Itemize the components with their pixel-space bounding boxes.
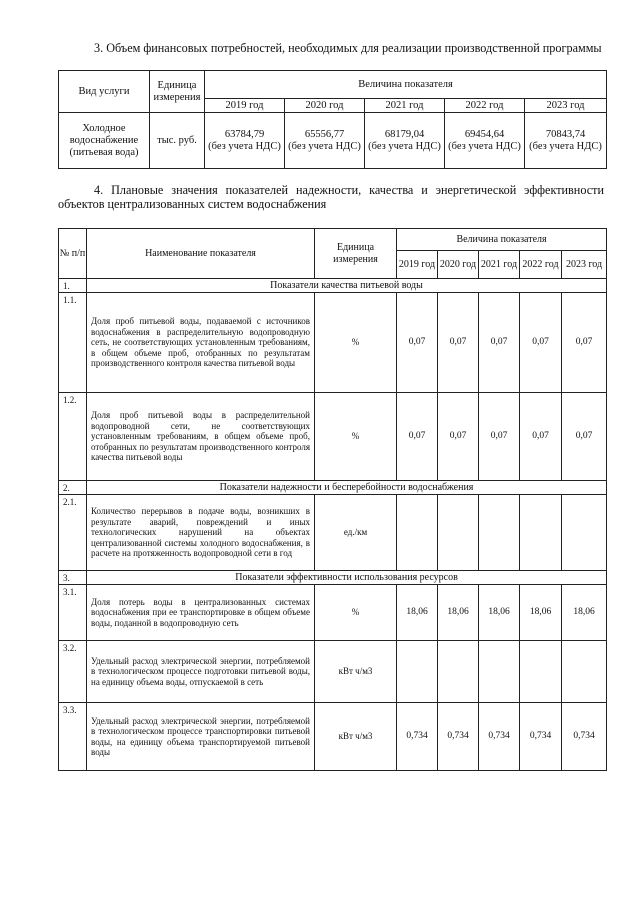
indicator-value: 18,06 bbox=[520, 585, 562, 641]
indicator-name: Доля проб питьевой воды, подаваемой с источников водоснабжения в распределительную водопроводную сеть, не соответствующих установленным требованиям, в общем объеме проб, отобранных по результатам производственного контроля качества питьевой воды bbox=[87, 293, 315, 393]
indicator-value: 0,07 bbox=[397, 293, 438, 393]
section-4-heading: 4. Плановые значения показателей надежности, качества и энергетической эффективности объектов централизованных систем водоснабжения bbox=[58, 183, 604, 211]
indicator-value: 0,07 bbox=[397, 393, 438, 481]
header-year: 2022 год bbox=[445, 99, 525, 113]
indicator-value: 18,06 bbox=[479, 585, 520, 641]
group-num: 1. bbox=[59, 279, 87, 293]
indicator-value: 18,06 bbox=[397, 585, 438, 641]
header-year: 2022 год bbox=[520, 251, 562, 279]
indicator-unit: % bbox=[315, 585, 397, 641]
header-unit: Единица измерения bbox=[150, 71, 205, 113]
indicator-value bbox=[397, 495, 438, 571]
indicator-value: 0,07 bbox=[479, 293, 520, 393]
value-cell: 65556,77 (без учета НДС) bbox=[285, 113, 365, 169]
value-cell: 70843,74 (без учета НДС) bbox=[525, 113, 607, 169]
indicator-value bbox=[438, 641, 479, 703]
header-name: Наименование показателя bbox=[87, 229, 315, 279]
indicator-unit: ед./км bbox=[315, 495, 397, 571]
indicator-name: Удельный расход электрической энергии, потребляемой в технологическом процессе транспортировки питьевой воды, на единицу объема транспортируемой питьевой воды bbox=[87, 703, 315, 771]
financial-needs-table bbox=[58, 70, 607, 169]
indicator-value bbox=[479, 641, 520, 703]
indicator-value: 0,07 bbox=[562, 293, 607, 393]
indicator-value bbox=[562, 495, 607, 571]
service-unit: тыс. руб. bbox=[150, 113, 205, 169]
header-value: Величина показателя bbox=[205, 71, 607, 99]
indicator-value: 0,07 bbox=[438, 293, 479, 393]
indicator-unit: кВт ч/м3 bbox=[315, 703, 397, 771]
indicators-table bbox=[58, 228, 607, 771]
indicator-value: 0,07 bbox=[520, 393, 562, 481]
indicator-name: Доля потерь воды в централизованных системах водоснабжения при ее транспортировке в общем объеме воды, поданной в водопроводную сеть bbox=[87, 585, 315, 641]
indicator-value: 18,06 bbox=[438, 585, 479, 641]
indicator-value: 0,07 bbox=[562, 393, 607, 481]
header-num: № п/п bbox=[59, 229, 87, 279]
header-value: Величина показателя bbox=[397, 229, 607, 251]
row-num: 1.2. bbox=[59, 393, 87, 481]
group-num: 3. bbox=[59, 571, 87, 585]
indicator-value: 0,07 bbox=[438, 393, 479, 481]
header-year: 2021 год bbox=[479, 251, 520, 279]
indicator-unit: % bbox=[315, 393, 397, 481]
header-year: 2023 год bbox=[525, 99, 607, 113]
header-unit: Единица измерения bbox=[315, 229, 397, 279]
header-year: 2020 год bbox=[438, 251, 479, 279]
section-3-heading: 3. Объем финансовых потребностей, необходимых для реализации производственной программы bbox=[94, 41, 602, 55]
indicator-value: 0,734 bbox=[438, 703, 479, 771]
header-year: 2019 год bbox=[205, 99, 285, 113]
header-year: 2020 год bbox=[285, 99, 365, 113]
header-year: 2019 год bbox=[397, 251, 438, 279]
indicator-name: Количество перерывов в подаче воды, возникших в результате аварий, повреждений и иных технологических нарушений на объектах централизованной системы холодного водоснабжения, в расчете на протяженность водопроводной сети в год bbox=[87, 495, 315, 571]
row-num: 3.1. bbox=[59, 585, 87, 641]
group-title: Показатели качества питьевой воды bbox=[87, 279, 607, 293]
header-year: 2021 год bbox=[365, 99, 445, 113]
group-num: 2. bbox=[59, 481, 87, 495]
value-cell: 68179,04 (без учета НДС) bbox=[365, 113, 445, 169]
indicator-unit: % bbox=[315, 293, 397, 393]
indicator-value: 0,734 bbox=[479, 703, 520, 771]
row-num: 3.2. bbox=[59, 641, 87, 703]
group-title: Показатели эффективности использования ресурсов bbox=[87, 571, 607, 585]
header-service: Вид услуги bbox=[59, 71, 150, 113]
indicator-value bbox=[520, 495, 562, 571]
row-num: 1.1. bbox=[59, 293, 87, 393]
value-cell: 63784,79 (без учета НДС) bbox=[205, 113, 285, 169]
indicator-unit: кВт ч/м3 bbox=[315, 641, 397, 703]
indicator-value: 0,734 bbox=[562, 703, 607, 771]
indicator-name: Удельный расход электрической энергии, потребляемой в технологическом процессе подготовки питьевой воды, на единицу объема воды, отпускаемой в сеть bbox=[87, 641, 315, 703]
group-title: Показатели надежности и бесперебойности водоснабжения bbox=[87, 481, 607, 495]
header-year: 2023 год bbox=[562, 251, 607, 279]
indicator-value: 0,07 bbox=[520, 293, 562, 393]
indicator-value bbox=[397, 641, 438, 703]
indicator-value bbox=[520, 641, 562, 703]
indicator-value bbox=[562, 641, 607, 703]
indicator-value bbox=[479, 495, 520, 571]
indicator-value: 0,07 bbox=[479, 393, 520, 481]
indicator-value bbox=[438, 495, 479, 571]
indicator-value: 18,06 bbox=[562, 585, 607, 641]
row-num: 3.3. bbox=[59, 703, 87, 771]
service-name: Холодное водоснабжение (питьевая вода) bbox=[59, 113, 150, 169]
value-cell: 69454,64 (без учета НДС) bbox=[445, 113, 525, 169]
indicator-name: Доля проб питьевой воды в распределительной водопроводной сети, не соответствующих установленным требованиям, в общем объеме проб, отобранных по результатам производственного контроля качества питьевой воды bbox=[87, 393, 315, 481]
row-num: 2.1. bbox=[59, 495, 87, 571]
indicator-value: 0,734 bbox=[520, 703, 562, 771]
indicator-value: 0,734 bbox=[397, 703, 438, 771]
